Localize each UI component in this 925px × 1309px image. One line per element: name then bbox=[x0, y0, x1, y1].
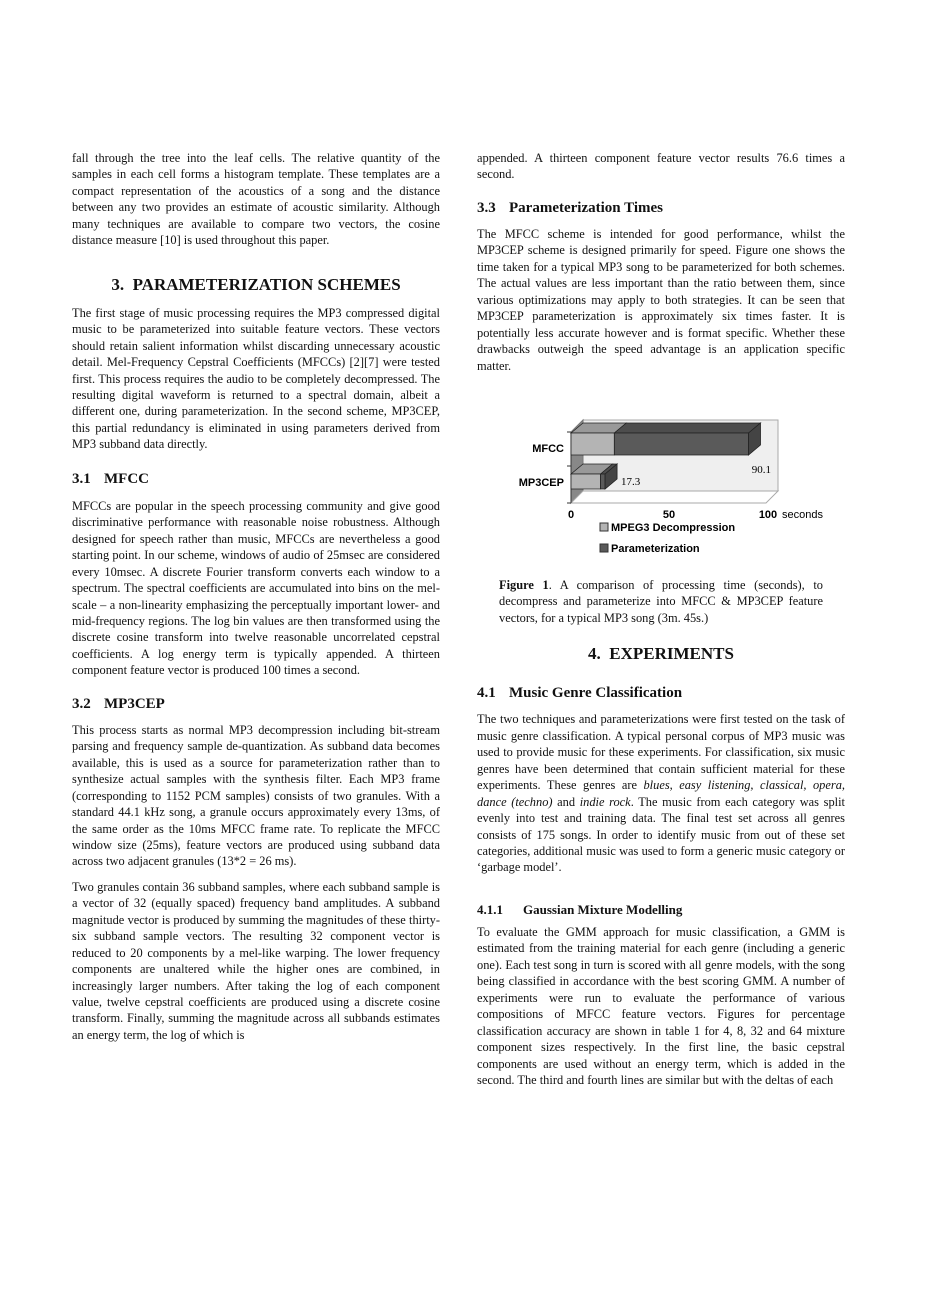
bar-mfcc-mpeg3 bbox=[571, 433, 614, 455]
paragraph: MFCCs are popular in the speech processing community and give good discriminative performance with reasonable noise robustness. Although designed for speech rather than music, MFCCs are nevertheless a good starting point. In our scheme, windows of audio of 25msec are considered every 10msec. A discrete Fourier transform converts each window to a spectrum. The spectral coefficients are accumulated into bins on the mel-scale – a non-linearity emphasizing the perceptually important lower- and mid-frequency regions. The log bin values are then transformed using the discrete cosine transform into twelve reasonable uncorrelated cepstral coefficients. A log energy term is typically appended. A thirteen component feature vector is produced 100 times a second. bbox=[72, 498, 440, 678]
paragraph: Two granules contain 36 subband samples, where each subband sample is a vector of 32 (equally spaced) frequency band amplitudes. A subband magnitude vector is produced by summing the magnitudes of these thirty-six subband sample vectors. The resulting 32 component vector is reduced to 20 components by a mel-like warping. The lower frequency components are unaltered while the higher ones are combined, in increasingly larger numbers. After taking the log of each component value, twelve cepstral coefficients are produced using a discrete cosine transform. Finally, summing the magnitude across all subbands estimates an energy term, the log of which is bbox=[72, 879, 440, 1042]
genre-list: blues, easy listening, classical, opera, dance (techno) bbox=[477, 778, 845, 809]
subsection-heading bbox=[477, 684, 845, 702]
subsubsection-number: 4.1.1 bbox=[477, 901, 503, 917]
section-heading bbox=[72, 275, 440, 295]
x-tick-label: 50 bbox=[662, 508, 676, 521]
legend-swatch-decompression bbox=[600, 523, 608, 531]
x-tick-label: 0 bbox=[567, 508, 575, 521]
subsection-number: 3.1 bbox=[72, 470, 91, 487]
legend-label: Parameterization bbox=[611, 542, 700, 555]
paragraph: The MFCC scheme is intended for good performance, whilst the MP3CEP scheme is designed primarily for speed. Figure one shows the time taken for a typical MP3 song to be parameterized for both schemes. The actual values are less important than the ratio between them, since various optimizations may apply to both strategies. It can be seen that MP3CEP parameterization is approximately six times faster. It is potentially less accurate however and is format specific. Whether these drawbacks outweigh the speed advantage is an application specific matter. bbox=[477, 226, 845, 373]
paragraph: fall through the tree into the leaf cells. The relative quantity of the samples in each cell forms a histogram template. These templates are a compact representation of the acoustics of a song and the distance between any two provides an estimate of acoustic similarity. Although many techniques are available to compare two vectors, the cosine distance measure [10] is used throughout this paper. bbox=[72, 151, 440, 248]
section-heading bbox=[477, 644, 845, 664]
paragraph: appended. A thirteen component feature vector results 76.6 times a second. bbox=[477, 151, 845, 182]
category-label: MFCC bbox=[532, 442, 564, 455]
text: and bbox=[552, 794, 580, 809]
section-number: 4. bbox=[588, 644, 601, 664]
caption-text: . A comparison of processing time (seconds), to decompress and parameterize into MFCC & MP3CEP feature vectors, for a typical MP3 song (3m. 45s.) bbox=[499, 577, 823, 625]
subsection-heading bbox=[477, 199, 845, 217]
left-column bbox=[72, 150, 440, 1043]
category-label: MP3CEP bbox=[518, 476, 564, 489]
subsection-number: 3.2 bbox=[72, 695, 91, 712]
subsection-heading bbox=[72, 695, 440, 713]
paragraph: To evaluate the GMM approach for music classification, a GMM is estimated from the training material for each genre (including a generic one). Each test song in turn is scored with all genre models, with the song being classified in accordance with the best scoring GMM. A number of experiments were run to evaluate the performance of various compositions of MFCC feature vectors. Figures for percentage classification accuracy are shown in table 1 for 4, 8, 32 and 64 mixture component sizes respectively. In the first line, the basic cepstral components are used without an energy term, which is added in the second. The third and fourth lines are similar but with the deltas of each bbox=[477, 924, 845, 1087]
chart-floor bbox=[571, 491, 778, 503]
genre: indie rock bbox=[579, 794, 631, 809]
subsubsection-heading bbox=[477, 902, 845, 918]
bar-mp3cep-parameterization bbox=[601, 474, 606, 489]
subsection-title: MFCC bbox=[104, 470, 149, 487]
legend-swatch-parameterization bbox=[600, 544, 608, 552]
paragraph bbox=[477, 711, 845, 876]
caption-label: Figure 1 bbox=[499, 577, 549, 592]
text: The two techniques and parameterizations were first tested on the task of music genre classification. A typical personal corpus of MP3 music was used to provide music for these experiments. For classification, six music genres have been determined that contain sufficient material for these experiments. These genres are bbox=[477, 712, 845, 793]
paragraph: This process starts as normal MP3 decompression including bit-stream parsing and frequency sample de-quantization. As subband data becomes available, this is used as a source for parameterization rather than to synthesize actual samples with the synthesis filter. Each MP3 frame (corresponding to 1152 PCM samples) consists of two granules. With a standard 44.1 kHz song, a granule occurs approximately every 13ms, of the same order as the 10ms MFCC frame rate. To replicate the MFCC window size (25ms), feature vectors are produced using subband data across two adjacent granules (13*2 = 26 ms). bbox=[72, 722, 440, 869]
subsection-title: Music Genre Classification bbox=[509, 685, 683, 702]
section-number: 3. bbox=[111, 274, 125, 294]
right-column bbox=[477, 150, 845, 1088]
section-title: EXPERIMENTS bbox=[609, 644, 734, 664]
total-label: 17.3 bbox=[621, 475, 641, 488]
subsubsection-title: Gaussian Mixture Modelling bbox=[523, 901, 683, 917]
total-label: 90.1 bbox=[751, 463, 771, 476]
paragraph: The first stage of music processing requires the MP3 compressed digital music to be parameterized into suitable feature vectors. These vectors should retain salient information whilst discarding unnecessary acoustic detail. Mel-Frequency Cepstral Coefficients (MFCCs) [2][7] were tested first. This process requires the audio to be completely decompressed. The resulting digital waveform is returned to a spectral domain, albeit a different one, during parameterization. In the second scheme, MP3CEP, this partial redundancy is eliminated in using parameters derived from MP3 subband data directly. bbox=[72, 305, 440, 452]
bar-mp3cep-mpeg3 bbox=[571, 474, 601, 489]
processing-time-chart bbox=[500, 418, 850, 563]
bar-mfcc-parameterization-top bbox=[614, 423, 760, 433]
subsection-number: 4.1 bbox=[477, 685, 496, 702]
subsection-heading bbox=[72, 470, 440, 488]
figure-caption bbox=[477, 577, 845, 626]
text: . The music from each category was split evenly into test and training data. The final test set across all genres consists of 175 songs. In order to identify music from out of these set categories, additional music was used to form a generic music category or ‘garbage model’. bbox=[477, 794, 845, 875]
bar-mfcc-parameterization bbox=[614, 433, 748, 455]
legend-label: MPEG3 Decompression bbox=[611, 521, 736, 534]
subsection-title: MP3CEP bbox=[104, 695, 165, 712]
subsection-title: Parameterization Times bbox=[509, 199, 663, 216]
x-tick-label: 100 bbox=[758, 508, 778, 521]
section-title: PARAMETERIZATION SCHEMES bbox=[132, 274, 401, 294]
subsection-number: 3.3 bbox=[477, 199, 496, 216]
x-unit-label: seconds bbox=[782, 508, 823, 521]
